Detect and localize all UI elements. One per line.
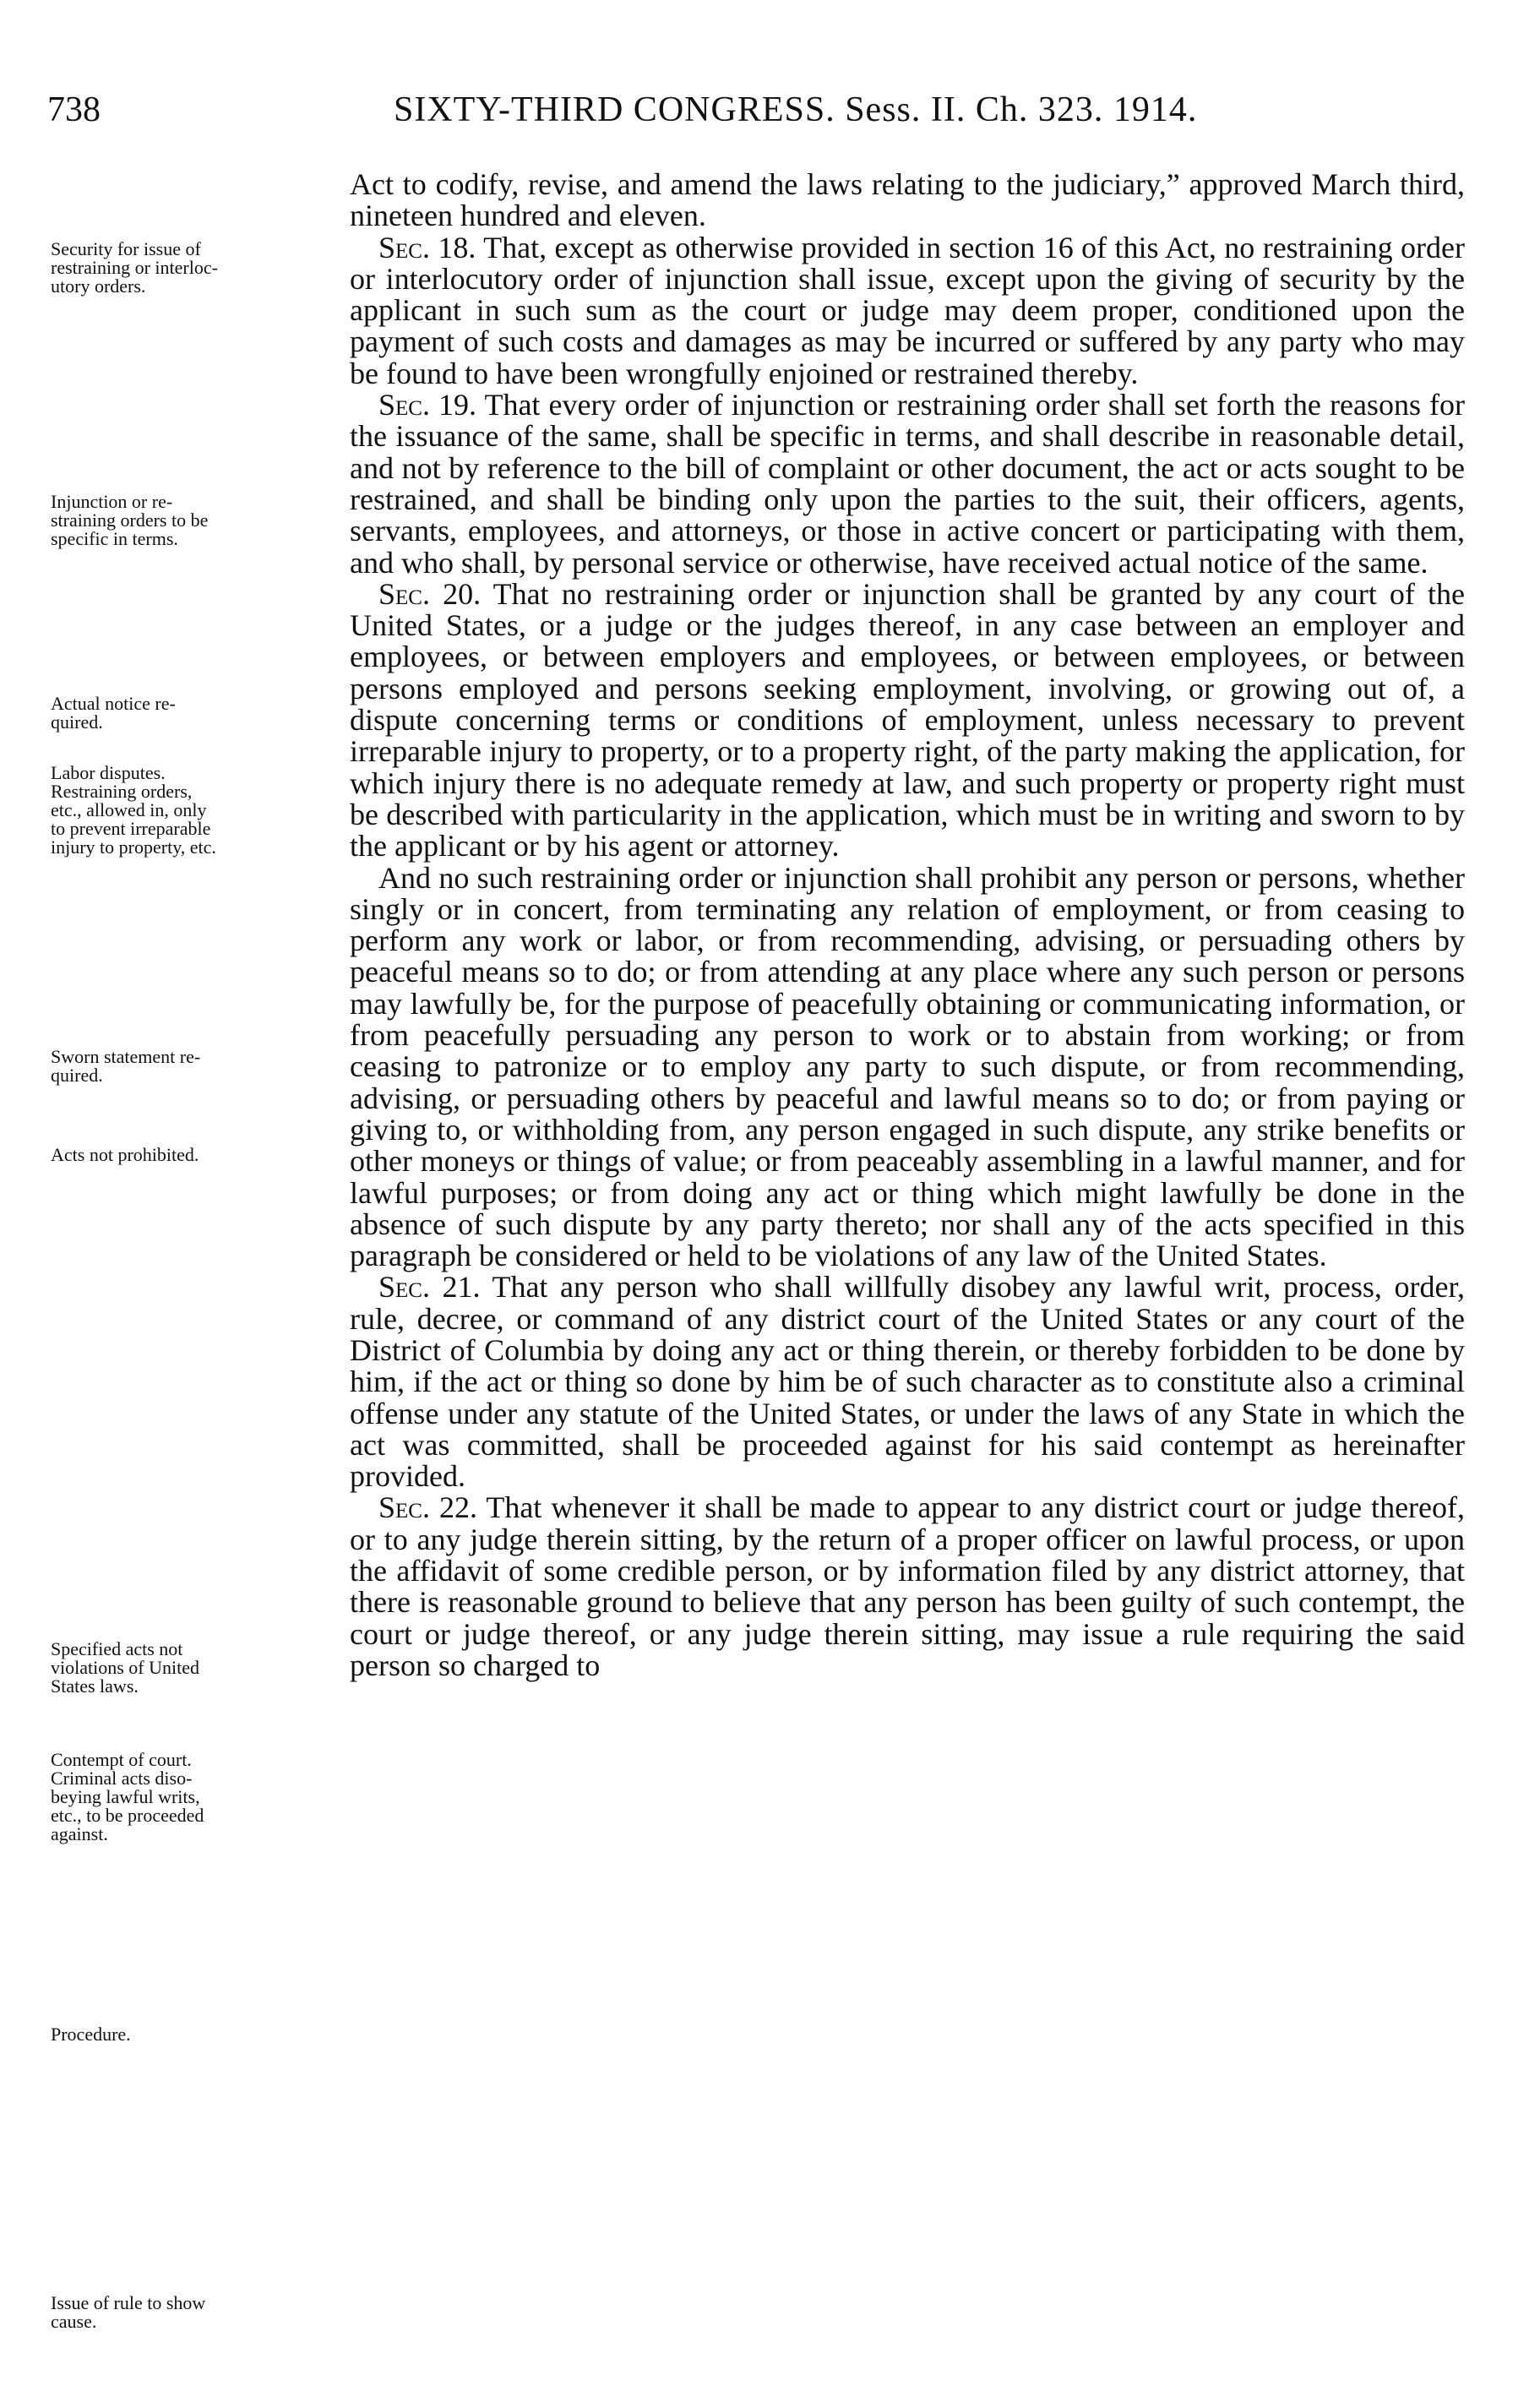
margin-note-labor-disputes (51, 764, 338, 857)
paragraph-acts-not-prohibited (350, 860, 1465, 1273)
margin-note-line: beying lawful writs, (51, 1786, 200, 1807)
margin-note-line: etc., allowed in, only (51, 799, 207, 820)
margin-note-injunction-specific (51, 493, 338, 548)
paragraph-text: Act to codify, revise, and amend the laws relating to the judiciary,” approved March third, nineteen hundred and eleven. (350, 167, 1465, 233)
section-number: Sec. 19. (378, 388, 477, 422)
paragraph-text: That whenever it shall be made to appear to any district court or judge thereof, or to any judge therein sitting, by the return of a proper officer on lawful process, or upon the affidavit of some credible person, or by information filed by any district attorney, that there is reasonable ground to believe that any person has been guilty of such contempt, the court or judge thereof, or any judge therein sitting, may issue a rule requiring the said person so charged to (350, 1490, 1465, 1682)
paragraph-text: That no restraining order or injunction shall be granted by any court of the United States, or a judge or the judges thereof, in any case between an employer and employees, or between employers and employees, or between employees, or between persons employed and persons seeking employment, involving, or growing out of, a dispute concerning terms or conditions of employment, unless necessary to prevent irreparable injury to property, or to a property right, of the party making the application, for which injury there is no adequate remedy at law, and such property or property right must be described with particularity in the application, which must be in writing and sworn to by the applicant or by his agent or attorney. (350, 576, 1465, 863)
margin-note-line: utory orders. (51, 275, 146, 297)
page-number: 738 (47, 90, 101, 129)
margin-note-line: Acts not prohibited. (51, 1144, 199, 1165)
margin-note-line: Criminal acts diso- (51, 1768, 193, 1789)
running-head: SIXTY-THIRD CONGRESS. Sess. II. Ch. 323. 1914. (394, 90, 1198, 129)
margin-note-line: straining orders to be (51, 509, 209, 531)
margin-note-rule-to-show-cause (51, 2294, 338, 2331)
margin-note-line: quired. (51, 711, 103, 733)
paragraph-sec-20 (350, 576, 1465, 863)
paragraph-text: And no such restraining order or injunction shall prohibit any person or persons, whether singly or in concert, from terminating any relation of employment, or from ceasing to perform any work or labor, or from recommending, advising, or persuading others by peaceful means so to do; or from attending at any place where any such person or persons may lawfully be, for the purpose of peacefully obtaining or communicating information, or from peacefully persuading any person to work or to abstain from working; or from ceasing to patronize or to employ any party to such dispute, or from recommending, advising, or persuading others by peaceful and lawful means so to do; or from paying or giving to, or withholding from, any person engaged in such dispute, any strike benefits or other moneys or things of value; or from peaceably assembling in a lawful manner, and for lawful purposes; or from doing any act or thing which might lawfully be done in the absence of such dispute by any party thereto; nor shall any of the acts specified in this paragraph be considered or held to be violations of any law of the United States. (350, 860, 1465, 1273)
margin-note-line: Issue of rule to show (51, 2292, 206, 2313)
paragraph-sec-22 (350, 1492, 1465, 1681)
margin-note-actual-notice (51, 695, 338, 732)
paragraph-text: That, except as otherwise provided in section 16 of this Act, no restraining order or interlocutory order of injunction shall issue, except upon the giving of security by the applicant in such sum as the court or judge may deem proper, conditioned upon the payment of such costs and damages as may be incurred or suffered by any party who may be found to have been wrongfully enjoined or restrained thereby. (350, 230, 1466, 390)
margin-note-acts-not-prohibited (51, 1146, 338, 1164)
margin-note-line: States laws. (51, 1675, 139, 1697)
margin-note-line: cause. (51, 2311, 97, 2332)
section-number: Sec. 21. (378, 1270, 481, 1305)
paragraph-sec-18 (350, 232, 1465, 390)
margin-note-security (51, 240, 338, 296)
margin-note-procedure (51, 2025, 338, 2044)
margin-note-line: Injunction or re- (51, 491, 173, 512)
paragraph-text: That every order of injunction or restraining order shall set forth the reasons for the issuance of the same, shall be specific in terms, and shall describe in reasonable detail, and not by reference to the bill of complaint or other document, the act or acts sought to be restrained, and shall be binding only upon the parties to the suit, their officers, agents, servants, employees, and attorneys, or those in active concert or participating with them, and who shall, by personal service or otherwise, have received actual notice of the same. (350, 388, 1465, 580)
body-text (350, 169, 1465, 1681)
paragraph-sec-21 (350, 1272, 1465, 1492)
margin-note-line: specific in terms. (51, 528, 178, 549)
margin-note-line: Procedure. (51, 2024, 131, 2045)
margin-note-sworn-statement (51, 1048, 338, 1085)
margin-note-line: against. (51, 1823, 108, 1844)
margin-note-line: Specified acts not (51, 1638, 183, 1659)
section-number: Sec. 18. (378, 230, 476, 264)
margin-note-line: quired. (51, 1065, 103, 1086)
paragraph-sec-19 (350, 390, 1465, 579)
page-header (47, 84, 1483, 135)
paragraph-text: That any person who shall willfully disobey any lawful writ, process, order, rule, decree, or command of any district court of the United States or any court of the District of Columbia by doing any act or thing therein, or thereby forbidden to be done by him, if the act or thing so done by him be of such character as to constitute also a criminal offense under any statute of the United States, or under the laws of any State in which the act was committed, shall be proceeded against for his said contempt as hereinafter provided. (350, 1270, 1466, 1494)
margin-note-line: Sworn statement re- (51, 1046, 201, 1067)
margin-note-line: violations of United (51, 1657, 199, 1678)
margin-note-line: Restraining orders, (51, 781, 193, 802)
margin-note-line: Security for issue of (51, 238, 201, 259)
margin-note-line: injury to property, etc. (51, 836, 216, 858)
margin-note-line: to prevent irreparable (51, 818, 211, 839)
margin-note-line: restraining or interloc- (51, 257, 218, 278)
margin-note-line: Actual notice re- (51, 693, 176, 714)
section-number: Sec. 20. (378, 576, 482, 611)
margin-note-line: Labor disputes. (51, 762, 166, 783)
section-number: Sec. 22. (378, 1490, 477, 1525)
margin-note-contempt (51, 1751, 338, 1844)
margin-note-line: Contempt of court. (51, 1749, 192, 1770)
margin-note-specified-acts (51, 1640, 338, 1696)
margin-note-line: etc., to be proceeded (51, 1805, 204, 1826)
paragraph (350, 169, 1465, 232)
